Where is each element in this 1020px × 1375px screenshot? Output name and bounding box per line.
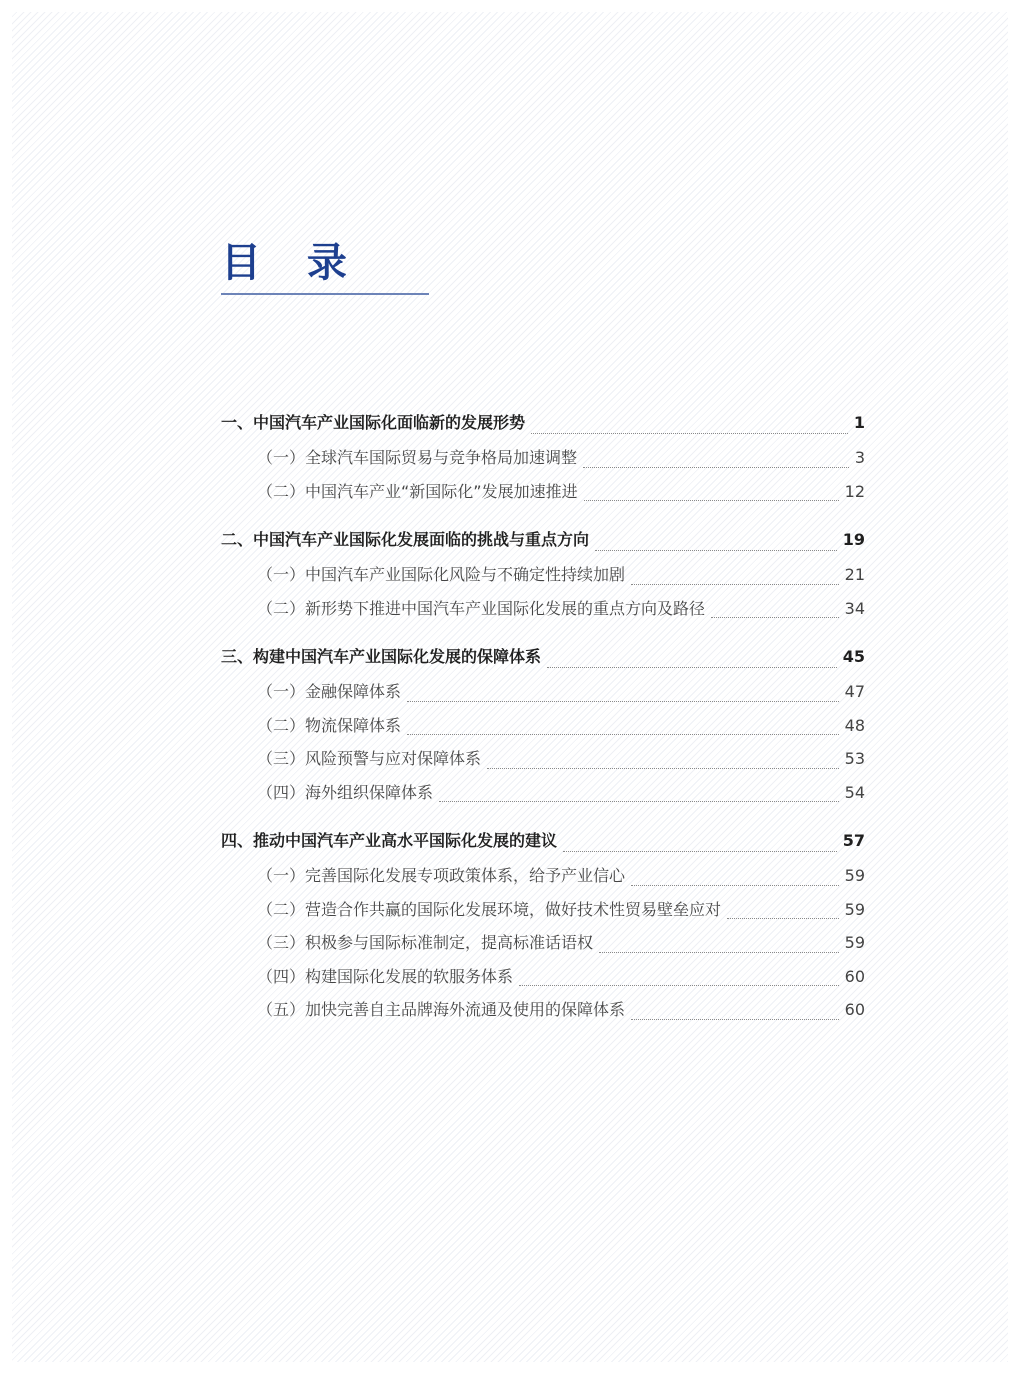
table-of-contents bbox=[221, 405, 865, 1027]
chapter-spacer bbox=[221, 508, 865, 522]
toc-section-entry[interactable] bbox=[221, 893, 865, 927]
toc-chapter-entry-label: 三、构建中国汽车产业国际化发展的保障体系 bbox=[221, 647, 542, 666]
page-title: 目 录 bbox=[221, 240, 363, 286]
toc-chapter-entry-page-number: 1 bbox=[853, 413, 865, 432]
toc-section-entry-page-number: 59 bbox=[844, 899, 865, 919]
toc-section-entry-page-number: 54 bbox=[844, 782, 865, 802]
toc-section-entry-label: （五）加快完善自主品牌海外流通及使用的保障体系 bbox=[257, 1000, 626, 1019]
toc-section-entry-page-number: 60 bbox=[844, 1000, 865, 1019]
toc-chapter-entry[interactable] bbox=[221, 522, 865, 558]
dot-leader bbox=[631, 583, 839, 585]
toc-section-entry-label: （一）中国汽车产业国际化风险与不确定性持续加剧 bbox=[257, 565, 626, 584]
toc-section-entry-page-number: 60 bbox=[844, 966, 865, 986]
dot-leader bbox=[407, 733, 839, 735]
toc-chapter-entry-page-number: 45 bbox=[842, 647, 865, 666]
toc-section-entry-label: （三）积极参与国际标准制定，提高标准话语权 bbox=[257, 933, 594, 952]
toc-section-entry-label: （二）营造合作共赢的国际化发展环境，做好技术性贸易壁垒应对 bbox=[257, 899, 722, 919]
title-underline bbox=[221, 293, 429, 295]
dot-leader bbox=[583, 466, 849, 468]
chapter-spacer bbox=[221, 809, 865, 823]
toc-section-entry[interactable] bbox=[221, 993, 865, 1027]
toc-section-entry[interactable] bbox=[221, 709, 865, 743]
toc-section-entry[interactable] bbox=[221, 960, 865, 994]
toc-chapter-entry-label: 一、中国汽车产业国际化面临新的发展形势 bbox=[221, 413, 526, 432]
toc-section-entry-label: （一）完善国际化发展专项政策体系，给予产业信心 bbox=[257, 866, 626, 885]
dot-leader bbox=[584, 499, 839, 501]
toc-section-entry[interactable] bbox=[221, 776, 865, 810]
dot-leader bbox=[631, 884, 839, 886]
toc-section-entry[interactable] bbox=[221, 558, 865, 592]
dot-leader bbox=[631, 1018, 839, 1020]
toc-chapter-entry[interactable] bbox=[221, 639, 865, 675]
toc-section-entry-page-number: 59 bbox=[844, 933, 865, 952]
toc-section-entry-label: （二）物流保障体系 bbox=[257, 715, 402, 735]
toc-section-entry-label: （一）全球汽车国际贸易与竞争格局加速调整 bbox=[257, 448, 578, 467]
toc-section-entry-label: （四）海外组织保障体系 bbox=[257, 782, 434, 802]
toc-section-entry[interactable] bbox=[221, 742, 865, 776]
toc-section-entry[interactable] bbox=[221, 675, 865, 709]
toc-section-entry-label: （一）金融保障体系 bbox=[257, 682, 402, 701]
dot-leader bbox=[727, 917, 839, 919]
toc-section-entry[interactable] bbox=[221, 475, 865, 509]
toc-chapter-entry[interactable] bbox=[221, 823, 865, 859]
toc-chapter-entry-label: 四、推动中国汽车产业高水平国际化发展的建议 bbox=[221, 831, 558, 850]
toc-section-entry[interactable] bbox=[221, 441, 865, 475]
dot-leader bbox=[595, 549, 837, 551]
toc-section-entry-label: （二）中国汽车产业“新国际化”发展加速推进 bbox=[257, 481, 578, 501]
toc-section-entry-page-number: 12 bbox=[844, 481, 865, 501]
toc-chapter-entry-page-number: 19 bbox=[842, 530, 865, 549]
dot-leader bbox=[407, 700, 839, 702]
toc-section-entry[interactable] bbox=[221, 859, 865, 893]
toc-section-entry[interactable] bbox=[221, 592, 865, 626]
dot-leader bbox=[519, 984, 839, 986]
toc-section-entry-page-number: 53 bbox=[844, 749, 865, 768]
toc-section-entry-page-number: 21 bbox=[844, 565, 865, 584]
toc-section-entry-label: （四）构建国际化发展的软服务体系 bbox=[257, 966, 514, 986]
dot-leader bbox=[547, 666, 837, 668]
dot-leader bbox=[439, 800, 839, 802]
toc-chapter-entry-label: 二、中国汽车产业国际化发展面临的挑战与重点方向 bbox=[221, 530, 590, 549]
chapter-spacer bbox=[221, 625, 865, 639]
toc-chapter-entry[interactable] bbox=[221, 405, 865, 441]
dot-leader bbox=[599, 951, 839, 953]
toc-section-entry-page-number: 48 bbox=[844, 715, 865, 735]
dot-leader bbox=[711, 616, 839, 618]
toc-section-entry[interactable] bbox=[221, 926, 865, 960]
toc-section-entry-page-number: 34 bbox=[844, 598, 865, 618]
toc-section-entry-page-number: 3 bbox=[854, 448, 865, 467]
dot-leader bbox=[487, 767, 839, 769]
dot-leader bbox=[563, 850, 837, 852]
toc-chapter-entry-page-number: 57 bbox=[842, 831, 865, 850]
toc-section-entry-page-number: 59 bbox=[844, 866, 865, 885]
toc-section-entry-label: （三）风险预警与应对保障体系 bbox=[257, 749, 482, 768]
dot-leader bbox=[531, 432, 848, 434]
toc-section-entry-page-number: 47 bbox=[844, 682, 865, 701]
toc-section-entry-label: （二）新形势下推进中国汽车产业国际化发展的重点方向及路径 bbox=[257, 598, 706, 618]
